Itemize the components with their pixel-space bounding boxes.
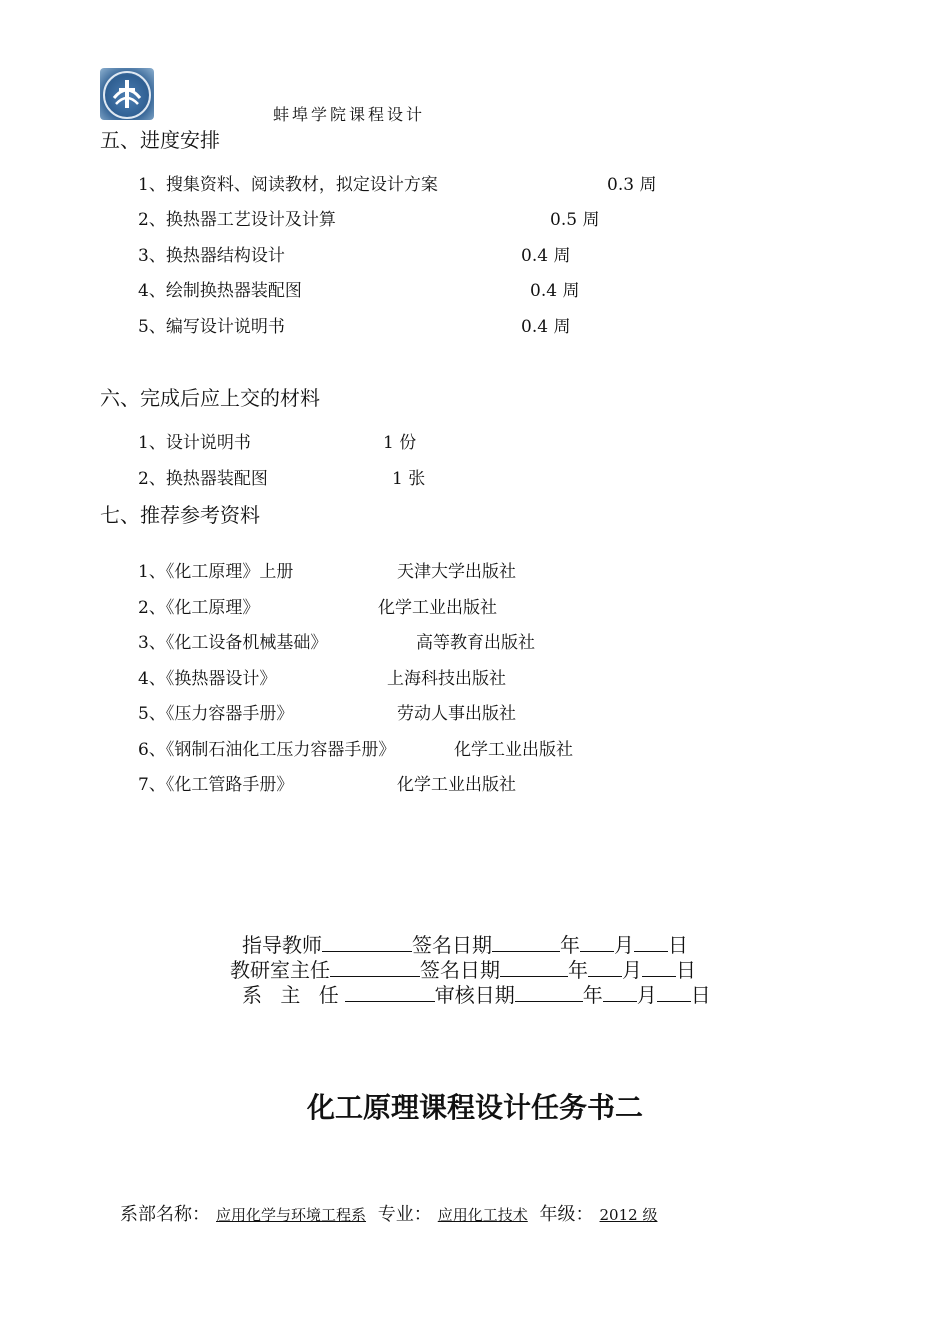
day-blank[interactable] xyxy=(657,983,691,1002)
signature-role: 系 主 任 xyxy=(242,983,345,1007)
reference-title: 3、《化工设备机械基础》 xyxy=(138,633,328,653)
month-unit: 月 xyxy=(636,983,657,1007)
signature-blank[interactable] xyxy=(322,933,412,952)
year-unit: 年 xyxy=(582,983,603,1007)
day-blank[interactable] xyxy=(634,933,668,952)
schedule-item-value: 0.5 周 xyxy=(550,210,600,230)
month-blank[interactable] xyxy=(580,933,614,952)
reference-publisher: 化学工业出版社 xyxy=(454,740,573,760)
reference-title: 7、《化工管路手册》 xyxy=(138,775,294,795)
grade-value: 2012 级 xyxy=(599,1206,658,1224)
signature-role: 教研室主任 xyxy=(230,958,330,982)
material-item-label: 1、设计说明书 xyxy=(138,433,251,453)
reference-publisher: 化学工业出版社 xyxy=(397,775,516,795)
year-unit: 年 xyxy=(568,958,588,982)
schedule-item-value: 0.4 周 xyxy=(530,281,580,301)
reference-publisher: 天津大学出版社 xyxy=(397,562,516,582)
schedule-item-label: 5、编写设计说明书 xyxy=(138,317,285,337)
schedule-item-label: 3、换热器结构设计 xyxy=(138,246,285,266)
footer-info xyxy=(120,1200,663,1226)
schedule-item-value: 0.4 周 xyxy=(521,246,571,266)
material-item-value: 1 张 xyxy=(392,469,426,489)
major-value: 应用化工技术 xyxy=(437,1206,528,1224)
year-unit: 年 xyxy=(560,933,580,957)
grade-label: 年级： xyxy=(539,1204,594,1225)
reference-publisher: 上海科技出版社 xyxy=(387,669,506,689)
reference-publisher: 化学工业出版社 xyxy=(378,598,497,618)
signature-line-dept-head xyxy=(242,979,711,1008)
reference-title: 6、《钢制石油化工压力容器手册》 xyxy=(138,740,396,760)
signature-role: 指导教师 xyxy=(242,933,322,957)
reference-title: 1、《化工原理》上册 xyxy=(138,562,294,582)
schedule-item-label: 1、搜集资料、阅读教材，拟定设计方案 xyxy=(138,175,438,195)
year-blank[interactable] xyxy=(492,933,560,952)
month-blank[interactable] xyxy=(603,983,637,1002)
college-emblem-icon xyxy=(100,68,154,120)
day-unit: 日 xyxy=(676,958,696,982)
header-title: 蚌埠学院课程设计 xyxy=(273,105,426,124)
month-blank[interactable] xyxy=(588,958,622,977)
day-unit: 日 xyxy=(690,983,711,1007)
materials-heading: 六、完成后应上交的材料 xyxy=(100,386,320,410)
year-blank[interactable] xyxy=(500,958,568,977)
schedule-item-label: 4、绘制换热器装配图 xyxy=(138,281,302,301)
reference-publisher: 高等教育出版社 xyxy=(416,633,535,653)
reference-title: 5、《压力容器手册》 xyxy=(138,704,294,724)
day-blank[interactable] xyxy=(642,958,676,977)
signature-blank[interactable] xyxy=(345,983,435,1002)
references-heading: 七、推荐参考资料 xyxy=(100,503,260,527)
date-label: 审核日期 xyxy=(434,983,515,1007)
month-unit: 月 xyxy=(622,958,642,982)
material-item-label: 2、换热器装配图 xyxy=(138,469,268,489)
schedule-item-label: 2、换热器工艺设计及计算 xyxy=(138,210,336,230)
dept-label: 系部名称： xyxy=(120,1204,210,1225)
year-blank[interactable] xyxy=(515,983,583,1002)
reference-title: 4、《换热器设计》 xyxy=(138,669,277,689)
reference-publisher: 劳动人事出版社 xyxy=(397,704,516,724)
date-label: 签名日期 xyxy=(420,958,500,982)
date-label: 签名日期 xyxy=(412,933,492,957)
dept-value: 应用化学与环境工程系 xyxy=(216,1206,367,1224)
material-item-value: 1 份 xyxy=(383,433,417,453)
month-unit: 月 xyxy=(614,933,634,957)
schedule-item-value: 0.4 周 xyxy=(521,317,571,337)
day-unit: 日 xyxy=(668,933,688,957)
schedule-item-value: 0.3 周 xyxy=(607,175,657,195)
task-book-title: 化工原理课程设计任务书二 xyxy=(306,1091,643,1124)
schedule-heading: 五、进度安排 xyxy=(100,128,220,152)
signature-blank[interactable] xyxy=(330,958,420,977)
major-label: 专业： xyxy=(377,1204,432,1225)
reference-title: 2、《化工原理》 xyxy=(138,598,260,618)
college-logo xyxy=(100,68,154,120)
